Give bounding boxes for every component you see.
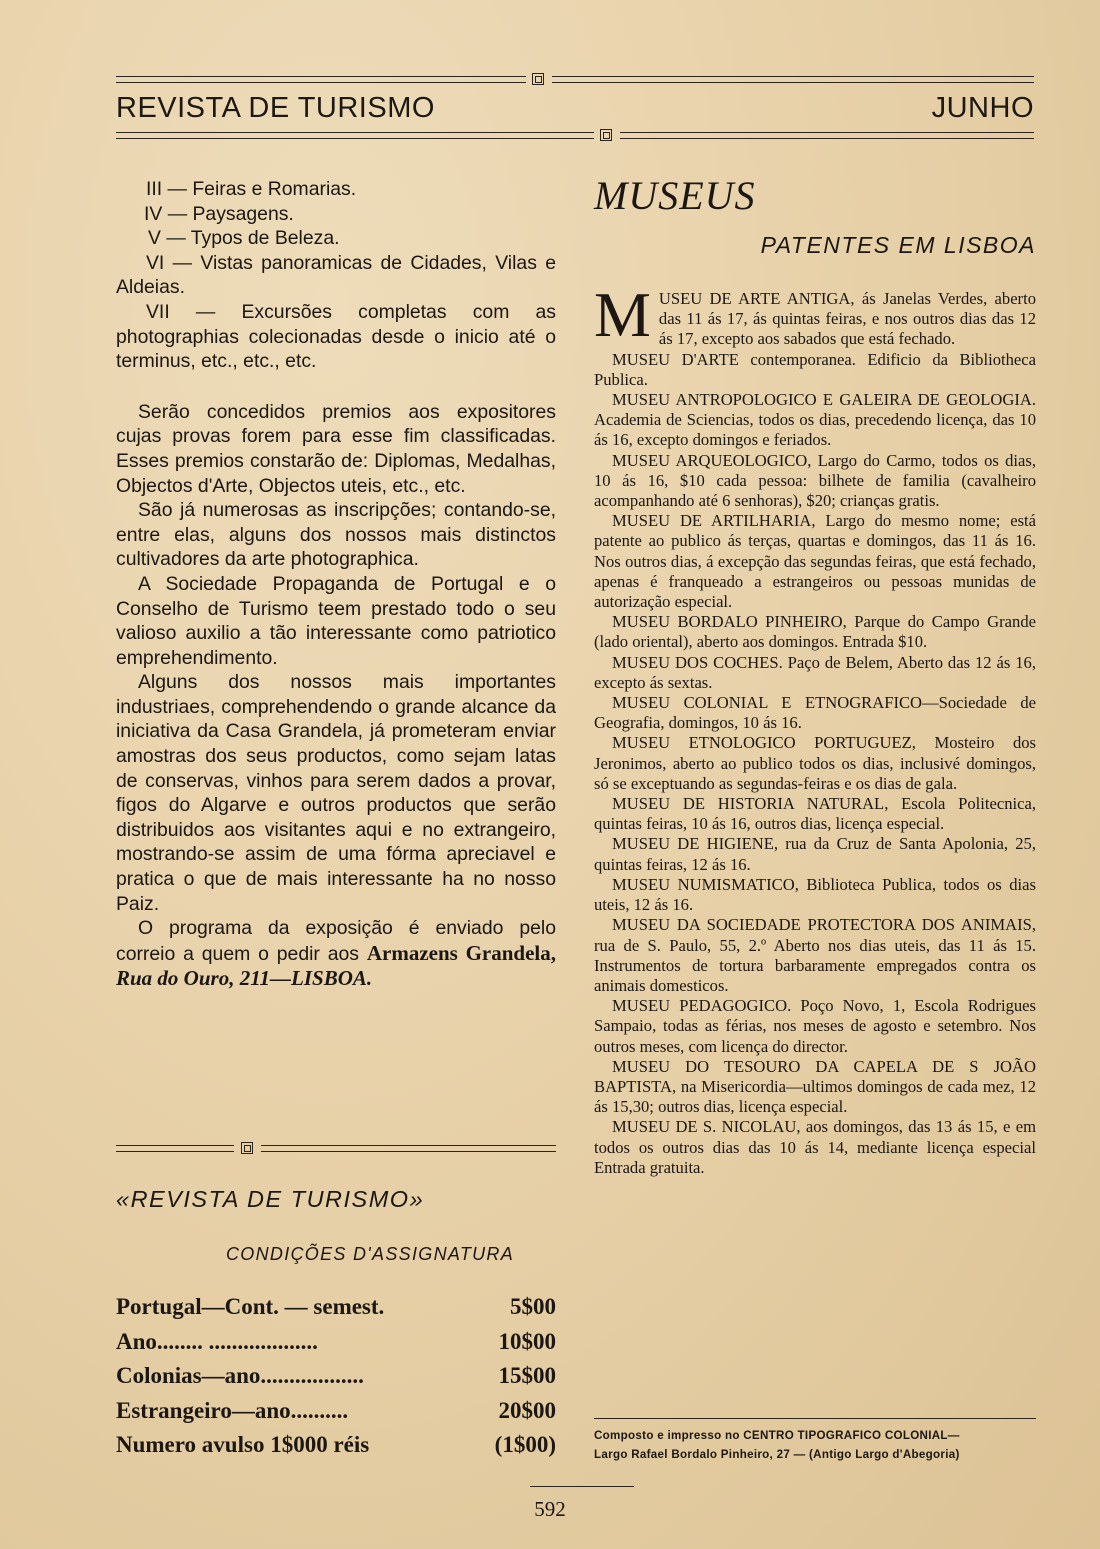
museum-entry: MUSEU ANTROPOLOGICO E GALEIRA DE GEOLOGIA. Academia de Sciencias, todos os dias, precedendo licença, das 10 ás 16, excepto domingos e feriados. [594, 390, 1036, 450]
price-row [116, 1294, 556, 1329]
subscription-subtitle: CONDIÇÕES D'ASSIGNATURA [226, 1244, 515, 1264]
museum-entry: MUSEU ETNOLOGICO PORTUGUEZ, Mosteiro dos Jeronimos, aberto ao publico todos os dias, inclusivé domingos, só se exceptuando as segundas-feiras e os dias de gala. [594, 733, 1036, 793]
museum-entry: MUSEU DA SOCIEDADE PROTECTORA DOS ANIMAIS, rua de S. Paulo, 55, 2.º Aberto nos dias uteis, das 11 ás 15. Instrumentos de tortura barbaramente empregados contra os animais domesticos. [594, 915, 1036, 995]
imprint-line-2: Largo Rafael Bordalo Pinheiro, 27 — (Antigo Largo d'Abegoria) [594, 1448, 960, 1461]
right-column [594, 279, 1036, 1178]
price-value: 15$00 [498, 1363, 556, 1388]
page-number-rule [530, 1486, 634, 1487]
museum-entry: MUSEU DE S. NICOLAU, aos domingos, das 13 ás 15, e em todos os outros dias das 10 ás 14, mediante licença especial Entrada gratuita. [594, 1117, 1036, 1177]
header-bottom-rule-left [116, 132, 594, 139]
header-ornament-top [532, 73, 544, 85]
header-top-rule-right [552, 76, 1034, 83]
paragraph: São já numerosas as inscripções; contando-se, entre elas, alguns dos nossos mais distinctos cultivadores da arte photographica. [116, 499, 556, 571]
museum-entry: MUSEU BORDALO PINHEIRO, Parque do Campo Grande (lado oriental), aberto aos domingos. Entrada $10. [594, 612, 1036, 652]
list-item: VI — Vistas panoramicas de Cidades, Vilas e Aldeias. [116, 251, 556, 299]
price-label: Ano........ ................... [116, 1328, 318, 1354]
store-address: Rua do Ouro, 211—LISBOA. [116, 966, 373, 991]
imprint [594, 1426, 1036, 1464]
left-column [116, 177, 556, 992]
subscription-rule-left [116, 1145, 234, 1152]
store-name: Armazens Grandela, [366, 940, 556, 965]
museum-entry: MUSEU DE HIGIENE, rua da Cruz de Santa Apolonia, 25, quintas feiras, 12 ás 16. [594, 834, 1036, 874]
museum-entry: MUSEU NUMISMATICO, Biblioteca Publica, todos os dias uteis, 12 ás 16. [594, 874, 1036, 915]
list-item: V — Typos de Beleza. [148, 227, 340, 250]
list-item: IV — Paysagens. [144, 202, 294, 225]
subscription-ornament [241, 1142, 253, 1154]
paragraph: Alguns dos nossos mais importantes industriaes, comprehendendo o grande alcance da iniciativa da Casa Grandela, já prometeram enviar amostras dos seus productos, como sejam latas de conservas, vinhos para serem dados a provar, figos do Algarve e outros productos que serão distribuidos aos visitantes aqui e no extrangeiro, mostrando-se assim de uma fórma apreciavel e pratica o que de mais interessante ha no nosso Paiz. [116, 671, 556, 915]
museus-title: MUSEUS [594, 173, 756, 218]
page-number: 592 [534, 1497, 566, 1521]
final-paragraph-text: O programa da exposição é enviado pelo correio a quem o pedir aos [116, 917, 556, 965]
museum-entry-first [594, 279, 1036, 350]
final-paragraph [116, 916, 556, 992]
list-item: VII — Excursões completas com as photographias colecionadas desde o inicio até o terminus, etc., etc., etc. [116, 300, 556, 373]
drop-cap: M [594, 279, 651, 350]
museum-entry: MUSEU COLONIAL E ETNOGRAFICO—Sociedade de Geografia, domingos, 10 ás 16. [594, 693, 1036, 733]
running-month: JUNHO [931, 92, 1034, 124]
price-row [116, 1432, 556, 1467]
imprint-line-1: Composto e impresso no CENTRO TIPOGRAFICO COLONIAL— [594, 1429, 960, 1442]
price-value: 10$00 [498, 1328, 556, 1354]
imprint-rule [594, 1418, 1036, 1419]
museum-entry: MUSEU D'ARTE contemporanea. Edificio da Bibliotheca Publica. [594, 349, 1036, 389]
museum-entry: MUSEU DOS COCHES. Paço de Belem, Aberto das 12 ás 16, excepto ás sextas. [594, 652, 1036, 692]
price-row [116, 1398, 556, 1433]
museum-entry: MUSEU PEDAGOGICO. Poço Novo, 1, Escola Rodrigues Sampaio, todas as férias, nos meses de agosto e setembro. Nos outros meses, com licença do director. [594, 996, 1036, 1056]
price-label: Colonias—ano.................. [116, 1363, 364, 1388]
price-row [116, 1363, 556, 1398]
running-title: REVISTA DE TURISMO [116, 92, 435, 124]
paragraph: A Sociedade Propaganda de Portugal e o Conselho de Turismo teem prestado todo o seu valioso auxilio a tão interessante como patriotico emprehendimento. [116, 572, 556, 669]
subscription-rule-right [261, 1145, 556, 1152]
museum-entry: MUSEU ARQUEOLOGICO, Largo do Carmo, todos os dias, 10 ás 16, $10 cada pessoa: bilhete de familia (cavalheiro acompanhando até 6 senhoras), $20; crianças gratis. [594, 450, 1036, 511]
museum-entry: MUSEU DE HISTORIA NATURAL, Escola Politecnica, quintas feiras, 10 ás 16, outros dias, licença especial. [594, 794, 1036, 834]
price-value: 5$00 [510, 1294, 556, 1319]
header-ornament-bottom [600, 129, 612, 141]
museum-entry: MUSEU DE ARTILHARIA, Largo do mesmo nome; está patente ao publico ás terças, quartas e domingos, das 11 ás 16. Nos outros dias, á excepção das segundas feiras, que está fechado, apenas é franqueado a estrangeiros ou pessoas munidas de autorização especial. [594, 511, 1036, 612]
price-label: Estrangeiro—ano.......... [116, 1397, 349, 1423]
museum-entry: MUSEU DO TESOURO DA CAPELA DE S JOÃO BAPTISTA, na Misericordia—ultimos domingos de cada mez, 12 ás 15,30; outros dias, licença especial. [594, 1056, 1036, 1117]
subscription-title: «REVISTA DE TURISMO» [116, 1186, 425, 1212]
price-value: 20$00 [498, 1397, 556, 1423]
price-label: Portugal—Cont. — semest. [116, 1294, 385, 1319]
header-top-rule-left [116, 76, 526, 83]
museus-subtitle: PATENTES EM LISBOA [760, 232, 1036, 258]
list-item: III — Feiras e Romarias. [146, 178, 357, 200]
price-label: Numero avulso 1$000 réis [116, 1432, 370, 1457]
category-list [116, 177, 556, 374]
museum-entry-text: USEU DE ARTE ANTIGA, ás Janelas Verdes, aberto das 11 ás 17, ás quintas feiras, e nos outros dias das 12 ás 17, excepto aos sabados que está fechado. [658, 289, 1036, 349]
price-value: (1$00) [494, 1432, 556, 1457]
price-row [116, 1329, 556, 1364]
header-bottom-rule-right [620, 132, 1034, 139]
paragraph: Serão concedidos premios aos expositores cujas provas forem para esse fim classificadas. Esses premios constarão de: Diplomas, Medalhas, Objectos d'Arte, Objectos uteis, etc., etc. [116, 400, 556, 497]
price-table [116, 1294, 556, 1467]
